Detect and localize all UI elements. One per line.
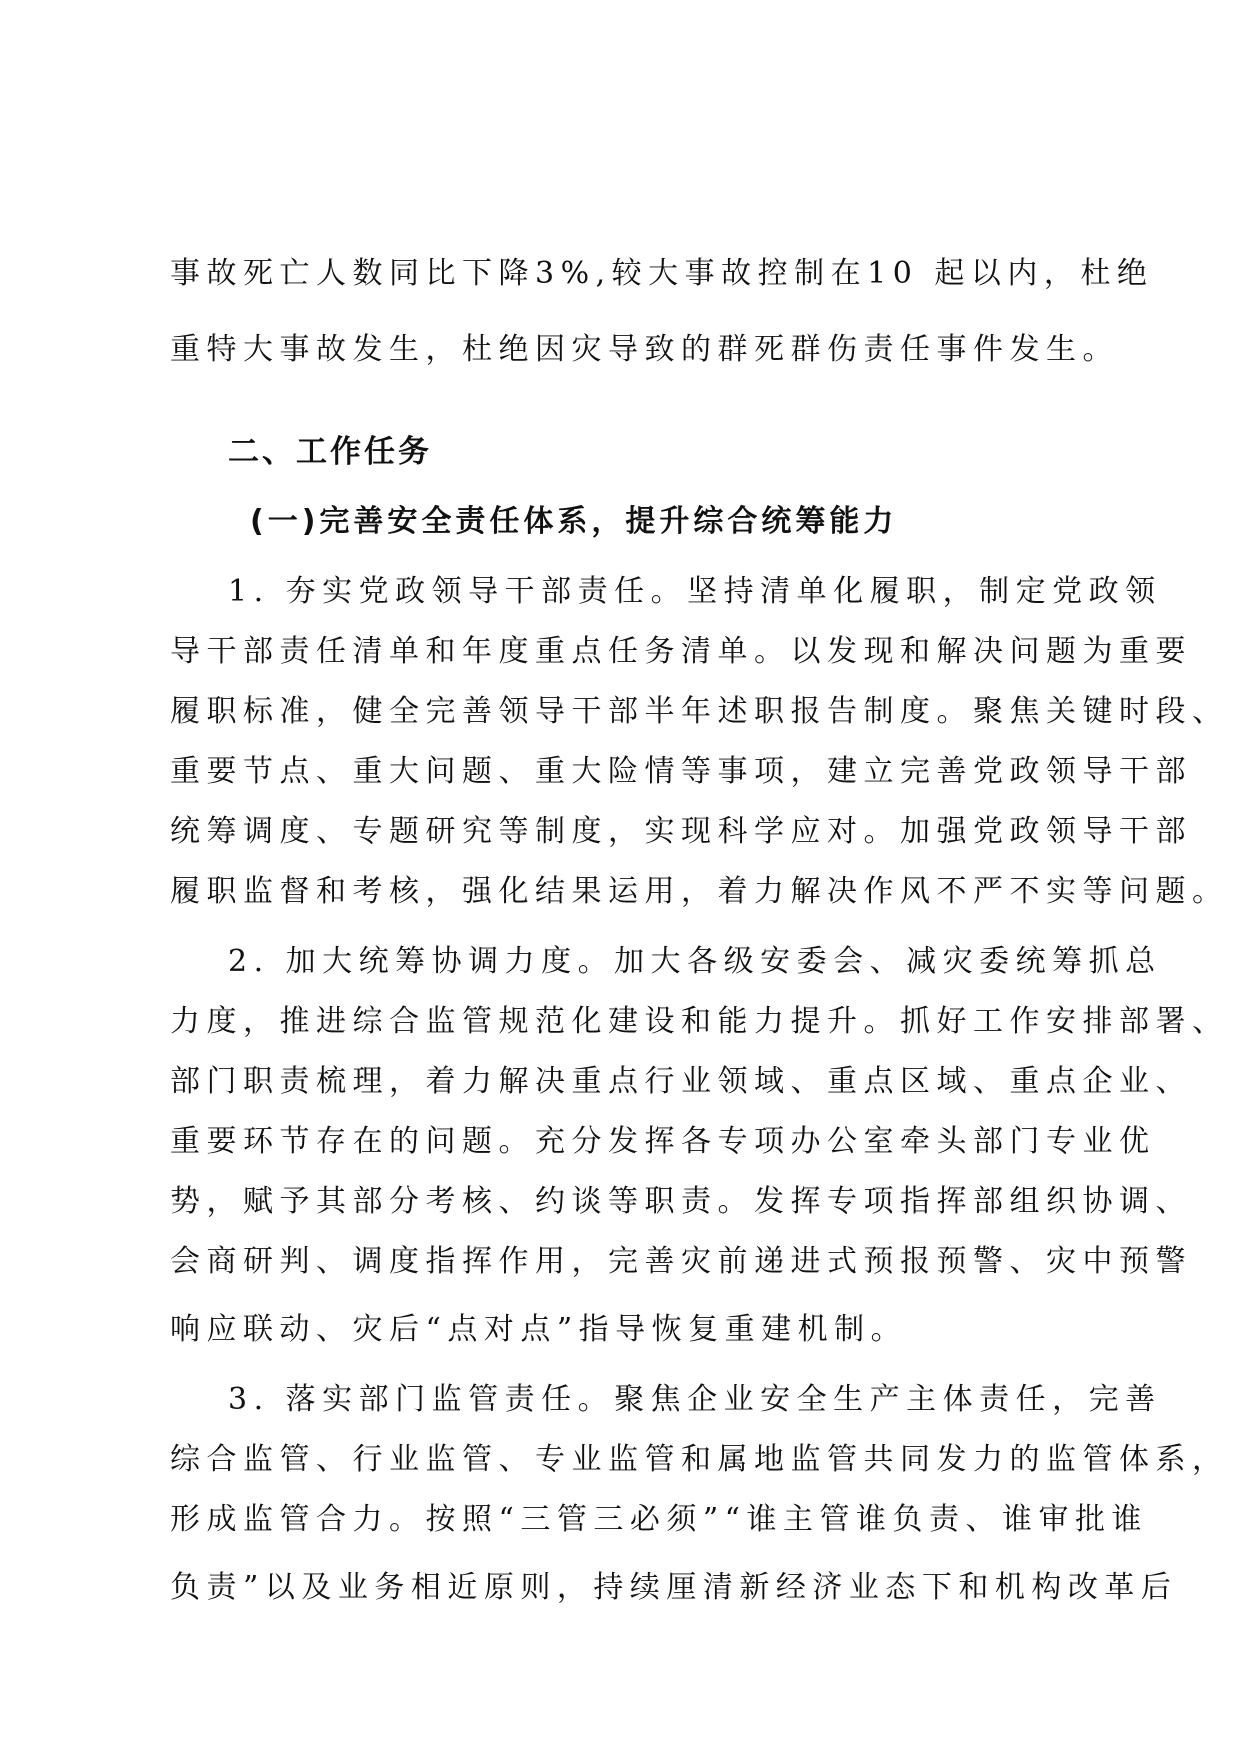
body-line: 部门职责梳理，着力解决重点行业领域、重点区域、重点企业、 (170, 1064, 1192, 1099)
body-line: 导干部责任清单和年度重点任务清单。以发现和解决问题为重要 (170, 634, 1192, 669)
section-heading: 二、工作任务 (228, 434, 432, 470)
subsection-heading: (一)完善安全责任体系，提升综合统筹能力 (250, 504, 898, 539)
paragraph-first-line: 1. 夯实党政领导干部责任。坚持清单化履职，制定党政领 (228, 574, 1162, 609)
body-line: 综合监管、行业监管、专业监管和属地监管共同发力的监管体系， (170, 1442, 1229, 1477)
body-line: 统筹调度、专题研究等制度，实现科学应对。加强党政领导干部 (170, 814, 1192, 849)
body-line: 势，赋予其部分考核、约谈等职责。发挥专项指挥部组织协调、 (170, 1184, 1192, 1219)
body-line: 负责”以及业务相近原则，持续厘清新经济业态下和机构改革后 (170, 1570, 1178, 1605)
body-line: 力度，推进综合监管规范化建设和能力提升。抓好工作安排部署、 (170, 1004, 1229, 1039)
body-line: 重特大事故发生，杜绝因灾导致的群死群伤责任事件发生。 (170, 332, 1119, 367)
body-line: 响应联动、灾后“点对点”指导恢复重建机制。 (170, 1312, 908, 1347)
body-line: 事故死亡人数同比下降3%,较大事故控制在10 起以内，杜绝 (170, 256, 1154, 291)
paragraph-first-line: 2. 加大统筹协调力度。加大各级安委会、减灾委统筹抓总 (228, 944, 1162, 979)
body-line: 重要节点、重大问题、重大险情等事项，建立完善党政领导干部 (170, 754, 1192, 789)
body-line: 履职标准，健全完善领导干部半年述职报告制度。聚焦关键时段、 (170, 694, 1229, 729)
body-line: 形成监管合力。按照“三管三必须”“谁主管谁负责、谁审批谁 (170, 1502, 1149, 1537)
body-line: 会商研判、调度指挥作用，完善灾前递进式预报预警、灾中预警 (170, 1244, 1192, 1279)
body-line: 履职监督和考核，强化结果运用，着力解决作风不严不实等问题。 (170, 874, 1229, 909)
paragraph-first-line: 3. 落实部门监管责任。聚焦企业安全生产主体责任，完善 (228, 1382, 1162, 1417)
body-line: 重要环节存在的问题。充分发挥各专项办公室牵头部门专业优 (170, 1124, 1156, 1159)
